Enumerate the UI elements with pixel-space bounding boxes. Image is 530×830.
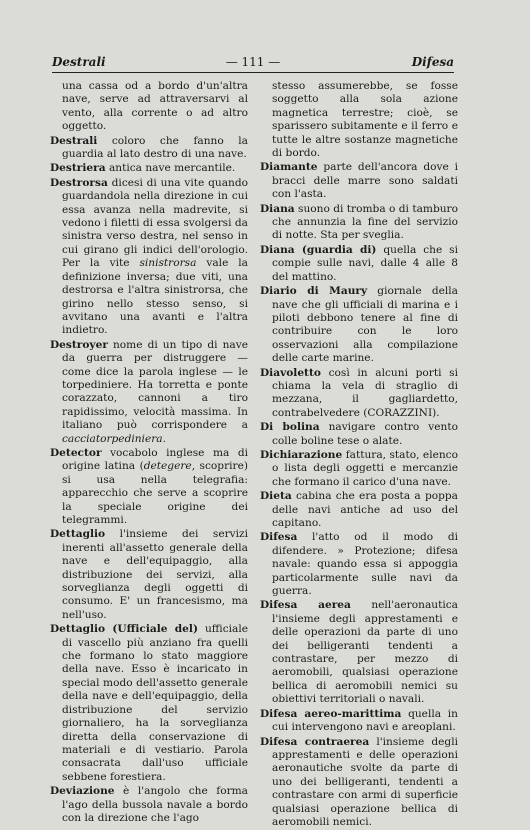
dictionary-entry [50,447,248,527]
entry-term: Difesa [260,531,298,544]
entry-definition: nome di un tipo di nave da guerra per distruggere — come dice la parola inglese — le torpediniere. Ha torretta e ponte corazzato, cannoni a tiro rapidissimo, velocità massima. In italiano può corrispondere a [62,338,248,432]
entry-italic-word: detegere [143,460,192,473]
entry-definition: ufficiale di vascello più anziano fra quelli che formano lo stato maggiore della nave. Esso è incaricato in special modo dell'assetto generale della nave e dell'equipaggio, della distribuzione del servizio giornaliero, ha la sorveglianza diretta della conservazione di materiali e di vestiario. Parola consacrata dall'uso ufficiale sebbene forestiera. [62,623,248,783]
entry-definition: dicesi di una vite quando guardandola nella direzione in cui essa avanza nella madrevite, si vedono i filetti di essa svolgersi da sinistra verso destra, nel senso in cui girano gli indici dell'orologio. Per la vite [62,176,248,270]
page-number: — 111 — [225,55,281,69]
entry-definition: l'insieme degli apprestamenti e delle operazioni aeronautiche svolte da parte di uno dei belligeranti, tendenti a contrastare con armi di superficie qualsiasi operazione bellica di aeromobili nemici. [272,735,458,828]
entry-definition: stesso assumerebbe, se fosse soggetto alla sola azione magnetica terrestre; cioè, se sparissero subitamente e il ferro e tutte le altre sostanze magnetiche di bordo. [272,80,458,160]
entry-definition: una cassa od a bordo d'un'altra nave, serve ad attraversarvi al vento, alla corrente o ad altro oggetto. [62,80,248,133]
dictionary-entry [50,528,248,622]
dictionary-entry [260,531,458,598]
header-last-term: Difesa [411,55,454,69]
entry-definition: cabina che era posta a poppa delle navi antiche ad uso del capitano. [272,490,458,529]
entry-term: Diavoletto [260,366,321,379]
entry-term: Di bolina [260,421,320,434]
entry-definition: navigare contro vento colle boline tese o alate. [272,421,458,447]
entry-term: Destroyer [50,338,108,351]
entry-definition: l'insieme dei servizi inerenti all'assetto generale della nave e dell'equipaggio, alla distribuzione dei servizi, alla sorveglianza degli oggetti di consumo. E' un francesismo, ma nell'uso. [62,528,248,621]
dictionary-entry [260,599,458,706]
dictionary-entry [260,421,458,448]
entry-definition-cont: vale la definizione inversa; due viti, una destrorsa e l'altra sinistrorsa, che girino nello stesso senso, si avvitano una avanti e l'altra indietro. [62,257,248,337]
entry-definition: parte dell'ancora dove i bracci delle marre sono saldati con l'asta. [272,161,458,201]
dictionary-entry [50,623,248,784]
dictionary-entry [260,80,458,160]
entry-definition: vocabolo inglese ma di origine latina ( [62,446,248,473]
entry-term: Difesa contraerea [260,735,370,748]
entry-italic-word: cacciatorpediniera [62,432,163,445]
entry-definition: antica nave mercantile. [105,162,236,175]
entry-term: Dettaglio (Ufficiale del) [50,623,198,636]
page-header [52,55,454,71]
entry-term: Dichiarazione [260,448,343,461]
dictionary-entry [260,708,458,735]
dictionary-entry [50,135,248,162]
dictionary-entry [260,203,458,243]
dictionary-entry [50,785,248,825]
entry-definition: è l'angolo che forma l'ago della bussola navale a bordo con la direzione che l'ago [62,785,248,824]
entry-term: Dieta [260,490,292,503]
dictionary-entry [260,285,458,365]
entry-definition: fattura, stato, elenco o lista degli oggetti e mercanzie che formano il carico d'una nave. [272,448,458,488]
entry-term: Diamante [260,161,318,174]
dictionary-entry [50,80,248,134]
entry-term: Diana [260,202,295,215]
entry-term: Dettaglio [50,528,106,541]
entry-term: Destriera [50,162,106,175]
entry-definition: nell'aeronautica l'insieme degli apprestamenti e delle operazioni da parte di uno dei belligeranti tendenti a contrastare, per mezzo di aeromobili, qualsiasi operazione bellica di aeromobili nemici su obiettivi territoriali o navali. [272,599,458,706]
entry-term: Diario di Maury [260,285,368,298]
entry-italic-word: sinistrorsa [139,257,197,270]
entry-definition: così in alcuni porti si chiama la vela di straglio di mezzana, il gagliardetto, contrabelvedere (CORAZZINI). [272,366,458,419]
entry-term: Destrorsa [50,176,108,189]
left-column [50,80,248,826]
dictionary-entry [50,162,248,175]
entry-definition: giornale della nave che gli ufficiali di marina e i piloti debbono tenere al fine di contribuire con le loro osservazioni alla compilazione delle carte marine. [272,285,458,365]
dictionary-entry [50,339,248,446]
entry-term: Difesa aerea [260,599,351,612]
dictionary-entry [50,177,248,338]
entry-term: Deviazione [50,785,115,798]
header-first-term: Destrali [52,55,106,69]
entry-term: Difesa aereo-marittima [260,707,402,720]
header-rule [52,72,454,73]
entry-term: Detector [50,446,102,459]
entry-definition-cont: . [162,432,166,445]
entry-term: Diana (guardia di) [260,243,377,256]
dictionary-entry [260,736,458,830]
entry-definition: l'atto od il modo di difendere. » Protezione; difesa navale: quando essa si appoggia particolarmente sulle navi da guerra. [272,531,458,598]
dictionary-entry [260,490,458,530]
dictionary-entry [260,367,458,421]
dictionary-entry [260,244,458,284]
entry-definition-cont: , scoprire) si usa nella telegrafia: apparecchio che serve a scoprire la speciale origine dei telegrammi. [62,460,249,526]
entry-definition: coloro che fanno la guardia al lato destro di una nave. [62,134,248,161]
entry-definition: suono di tromba o di tamburo che annunzia la fine del servizio di notte. Sta per sveglia. [272,202,458,242]
dictionary-entry [260,161,458,201]
entry-term: Destrali [50,134,98,147]
right-column [260,80,458,830]
entry-definition: quella che si compie sulle navi, dalle 4 alle 8 del mattino. [272,243,459,283]
entry-definition: quella in cui intervengono navi e areoplani. [272,707,458,734]
dictionary-entry [260,449,458,489]
